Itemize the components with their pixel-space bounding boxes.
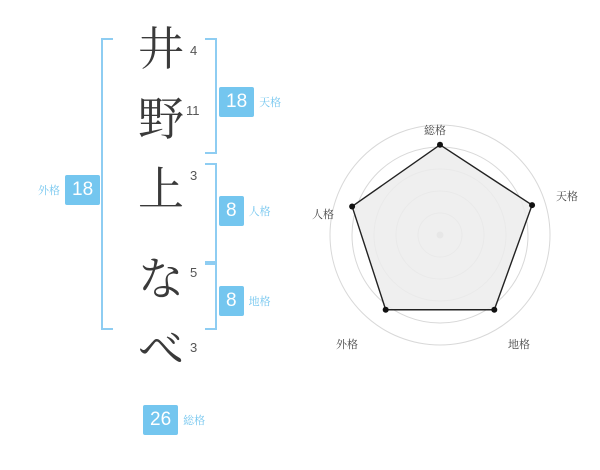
radar-chart bbox=[315, 110, 565, 360]
stroke-count-4: 5 bbox=[190, 265, 198, 280]
name-characters-column bbox=[128, 14, 194, 384]
stroke-count-1: 4 bbox=[190, 43, 198, 58]
chikaku-badge bbox=[219, 286, 271, 316]
radar-label-upper-left: 人格 bbox=[312, 208, 334, 221]
name-character-5: べ bbox=[138, 322, 184, 376]
radar-data-area bbox=[352, 145, 532, 310]
name-character-1: 井 bbox=[138, 22, 184, 76]
radar-label-lower-right: 地格 bbox=[508, 338, 530, 351]
stroke-count-2: 11 bbox=[186, 103, 200, 118]
tenkaku-bracket bbox=[205, 38, 217, 154]
chikaku-label: 地格 bbox=[248, 295, 271, 308]
gaikaku-badge bbox=[38, 175, 100, 205]
tenkaku-label: 天格 bbox=[259, 96, 282, 109]
soukaku-badge bbox=[143, 405, 205, 435]
radar-label-top: 総格 bbox=[424, 124, 446, 137]
chikaku-value: 8 bbox=[219, 286, 244, 316]
gaikaku-bracket bbox=[101, 38, 113, 330]
name-character-3: 上 bbox=[138, 162, 184, 216]
jinkaku-value: 8 bbox=[219, 196, 244, 226]
radar-label-upper-right: 天格 bbox=[556, 190, 578, 203]
jinkaku-label: 人格 bbox=[248, 205, 271, 218]
soukaku-label: 総格 bbox=[183, 414, 206, 427]
tenkaku-badge bbox=[219, 87, 281, 117]
jinkaku-bracket bbox=[205, 163, 217, 263]
stroke-count-3: 3 bbox=[190, 168, 198, 183]
radar-label-lower-left: 外格 bbox=[336, 338, 358, 351]
soukaku-value: 26 bbox=[143, 405, 178, 435]
tenkaku-value: 18 bbox=[219, 87, 254, 117]
name-character-2: 野 bbox=[138, 92, 184, 146]
jinkaku-badge bbox=[219, 196, 271, 226]
gaikaku-label: 外格 bbox=[38, 184, 60, 197]
chikaku-bracket bbox=[205, 263, 217, 330]
stroke-count-5: 3 bbox=[190, 340, 198, 355]
gaikaku-value: 18 bbox=[65, 175, 100, 205]
name-character-4: な bbox=[138, 252, 184, 306]
